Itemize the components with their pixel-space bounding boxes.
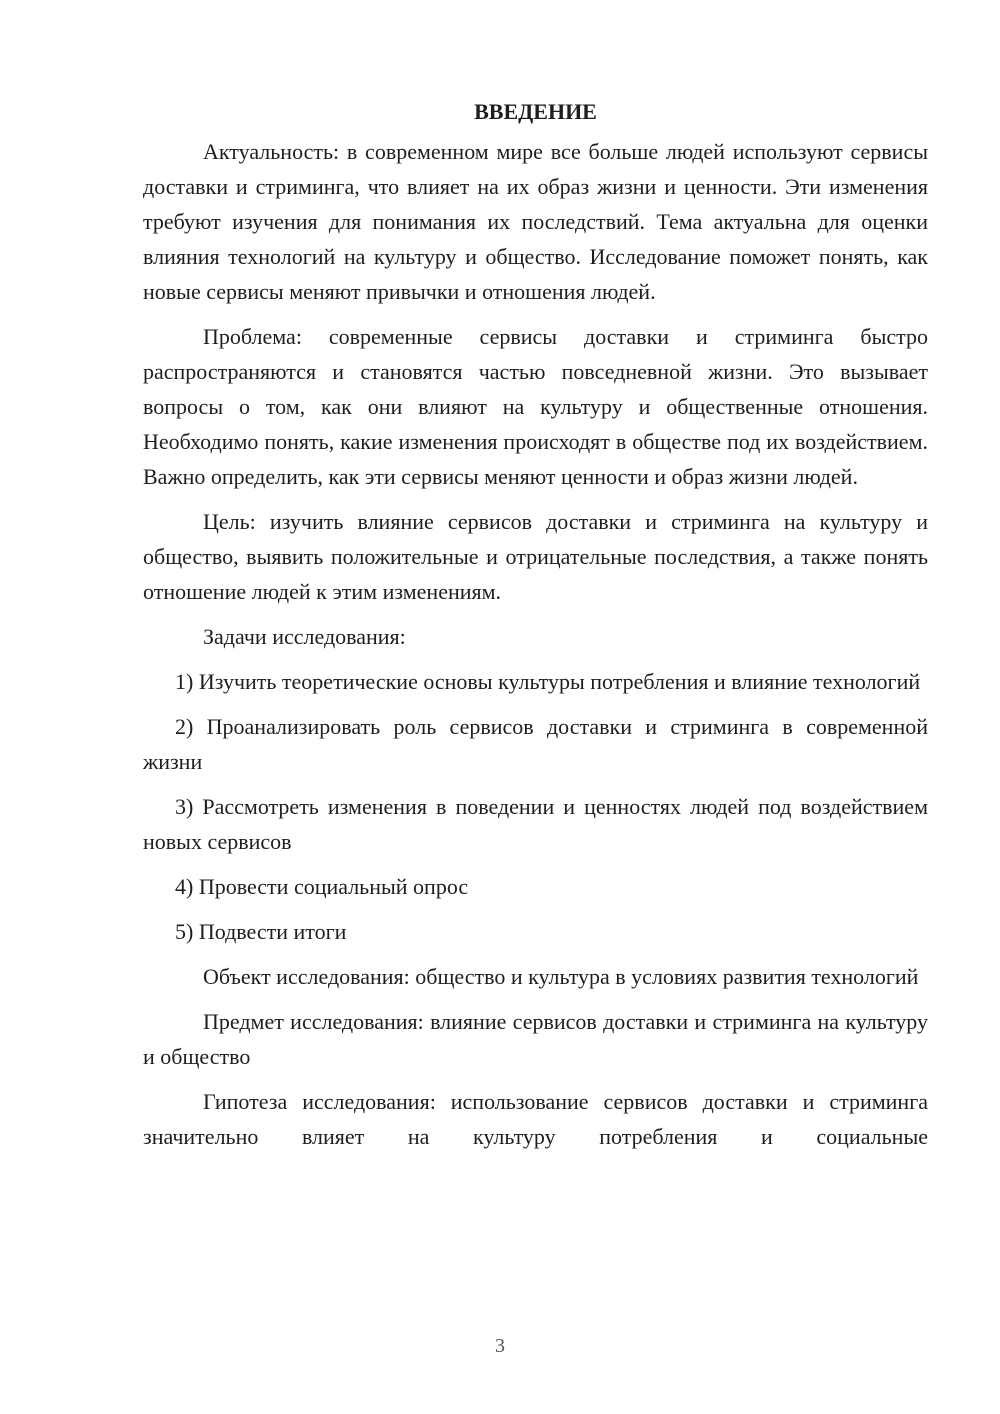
document-page [143, 94, 928, 1164]
hypothesis-paragraph: Гипотеза исследования: использование сервисов доставки и стриминга значительно влияет на культуру потребления и социальные [143, 1089, 928, 1149]
task-item: 1) Изучить теоретические основы культуры потребления и влияние технологий [175, 669, 921, 694]
task-item: 3) Рассмотреть изменения в поведении и ценностях людей под воздействием новых сервисов [143, 794, 928, 854]
subject-paragraph: Предмет исследования: влияние сервисов доставки и стриминга на культуру и общество [143, 1009, 928, 1069]
section-heading: ВВЕДЕНИЕ [474, 99, 597, 124]
task-item: 2) Проанализировать роль сервисов доставки и стриминга в современной жизни [143, 714, 928, 774]
tasks-list [143, 664, 928, 949]
goal-paragraph: Цель: изучить влияние сервисов доставки и стриминга на культуру и общество, выявить положительные и отрицательные последствия, а также понять отношение людей к этим изменениям. [143, 509, 928, 604]
tasks-title: Задачи исследования: [203, 624, 406, 649]
object-paragraph: Объект исследования: общество и культура в условиях развития технологий [203, 964, 919, 989]
relevance-paragraph: Актуальность: в современном мире все больше людей используют сервисы доставки и стриминга, что влияет на их образ жизни и ценности. Эти изменения требуют изучения для понимания их последствий. Тема актуальна для оценки влияния технологий на культуру и общество. Исследование поможет понять, как новые сервисы меняют привычки и отношения людей. [143, 139, 928, 304]
problem-paragraph: Проблема: современные сервисы доставки и стриминга быстро распространяются и становятся частью повседневной жизни. Это вызывает вопросы о том, как они влияют на культуру и общественные отношения. Необходимо понять, какие изменения происходят в обществе под их воздействием. Важно определить, как эти сервисы меняют ценности и образ жизни людей. [143, 324, 928, 489]
page-number: 3 [495, 1335, 505, 1357]
task-item: 5) Подвести итоги [175, 919, 347, 944]
task-item: 4) Провести социальный опрос [175, 874, 469, 899]
